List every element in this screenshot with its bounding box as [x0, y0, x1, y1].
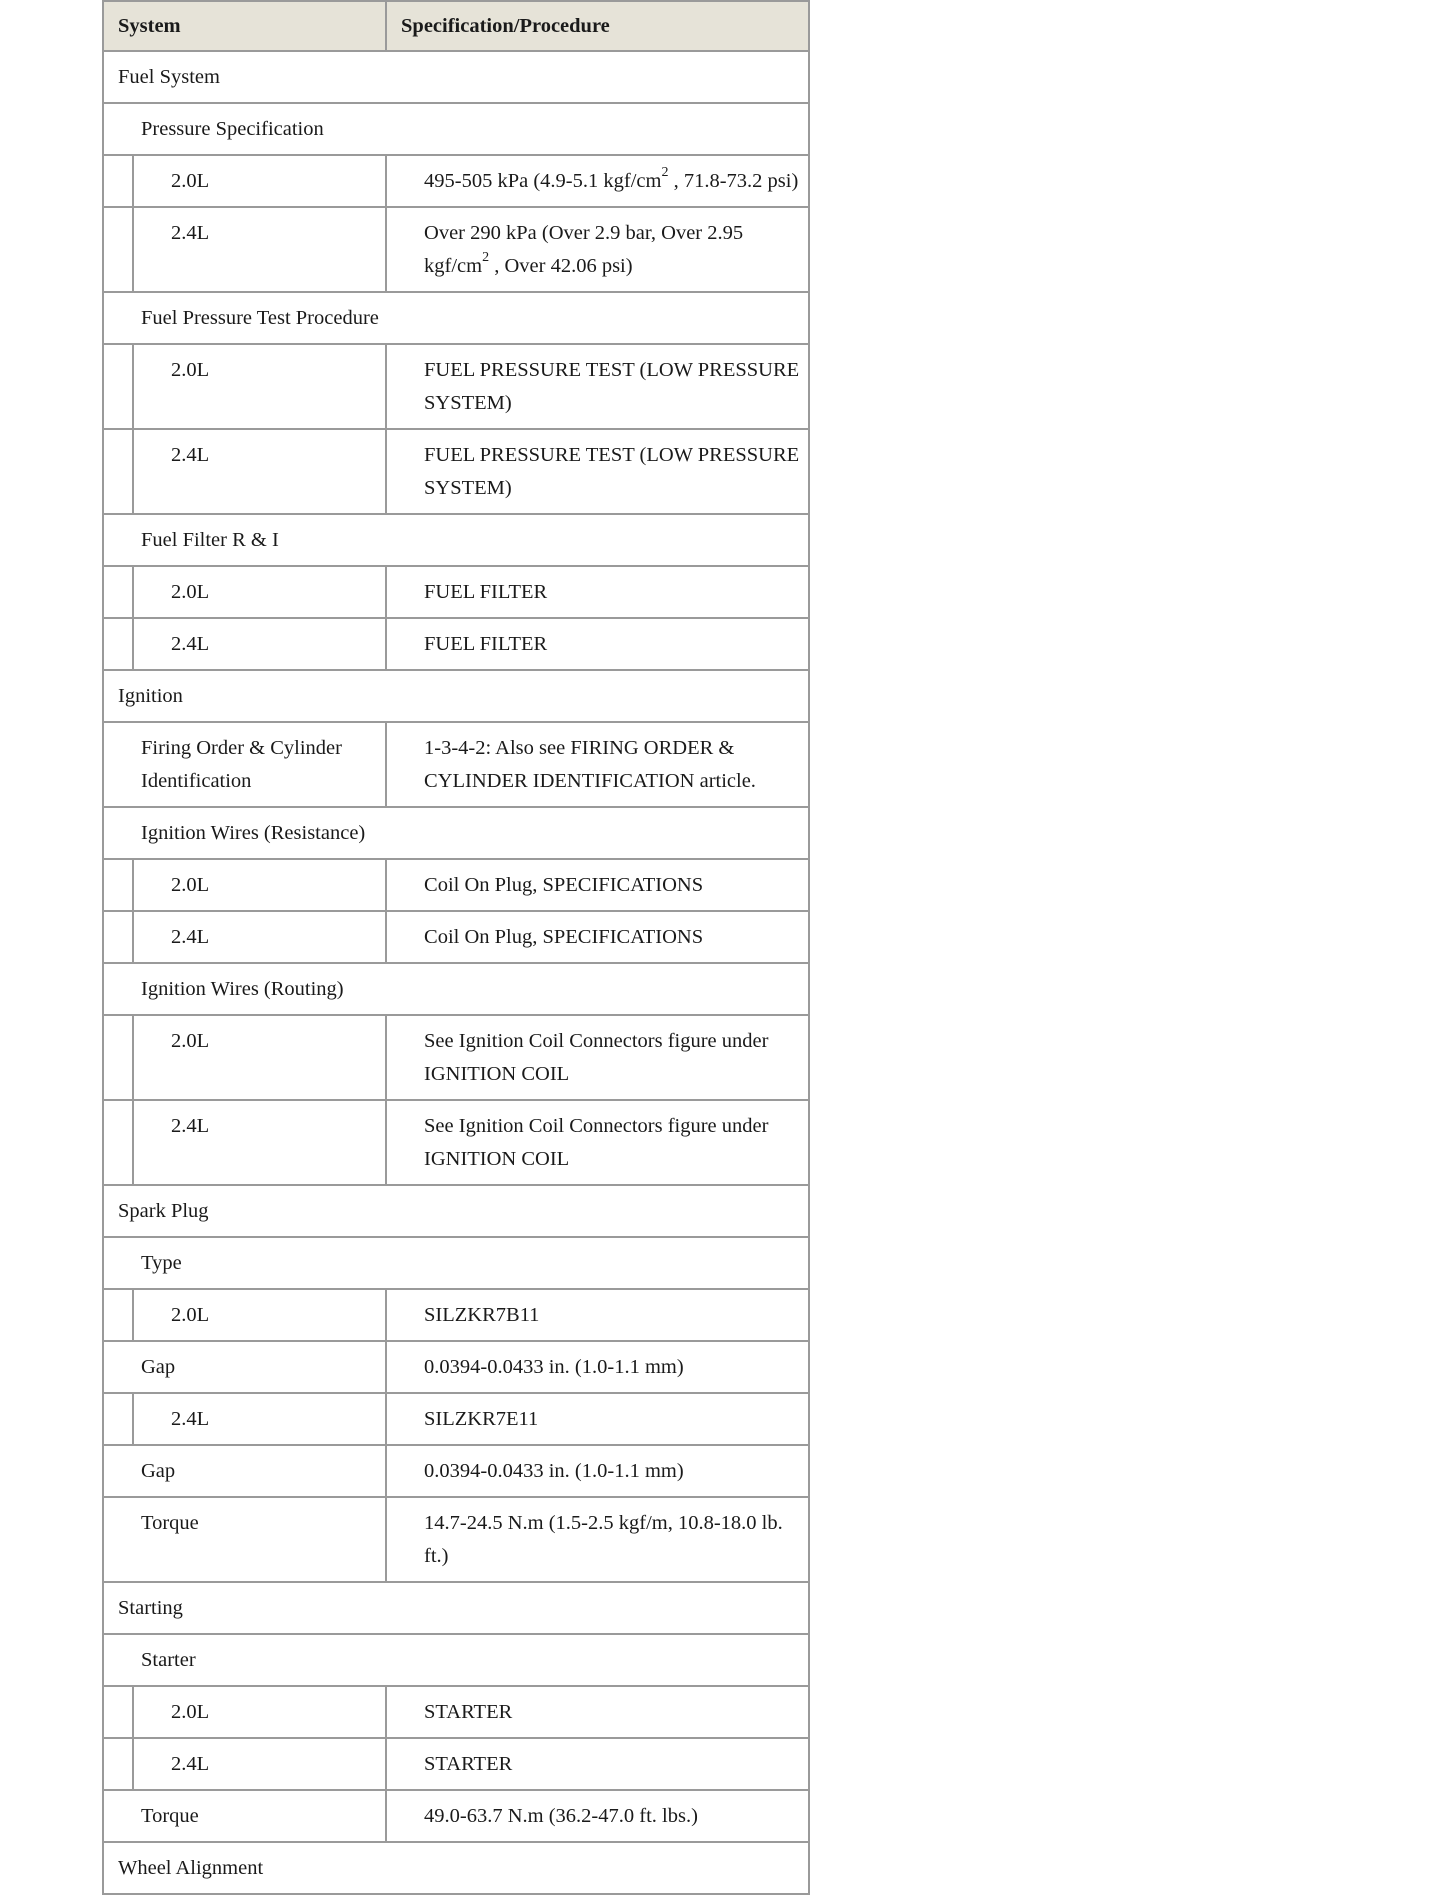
spec-cell: FUEL FILTER	[386, 618, 809, 670]
system-cell: Starting	[103, 1582, 809, 1634]
table-row	[103, 1790, 809, 1842]
table-row	[103, 155, 809, 207]
table-body	[103, 51, 809, 1894]
system-cell: 2.4L	[133, 1738, 386, 1790]
table-row	[103, 344, 809, 429]
spec-cell: 0.0394-0.0433 in. (1.0-1.1 mm)	[386, 1445, 809, 1497]
spec-cell: STARTER	[386, 1686, 809, 1738]
table-row	[103, 963, 809, 1015]
system-cell: Fuel System	[103, 51, 809, 103]
table-row	[103, 911, 809, 963]
system-cell: Wheel Alignment	[103, 1842, 809, 1894]
spec-cell: 1-3-4-2: Also see FIRING ORDER & CYLINDER IDENTIFICATION article.	[386, 722, 809, 807]
table-row	[103, 207, 809, 292]
system-cell: Fuel Filter R & I	[103, 514, 809, 566]
indent-cell	[103, 1289, 133, 1341]
system-cell: Spark Plug	[103, 1185, 809, 1237]
indent-cell	[103, 155, 133, 207]
system-cell: Gap	[103, 1341, 386, 1393]
indent-cell	[103, 344, 133, 429]
spec-text: , 71.8-73.2 psi)	[668, 170, 799, 192]
header-row	[103, 1, 809, 51]
table-row	[103, 722, 809, 807]
table-row	[103, 618, 809, 670]
spec-cell	[386, 155, 809, 207]
indent-cell	[103, 859, 133, 911]
system-cell: Fuel Pressure Test Procedure	[103, 292, 809, 344]
system-cell: 2.0L	[133, 1289, 386, 1341]
system-cell: Gap	[103, 1445, 386, 1497]
system-column-header: System	[103, 1, 386, 51]
system-cell: 2.4L	[133, 429, 386, 514]
superscript-exponent: 2	[661, 165, 669, 181]
system-cell: 2.0L	[133, 344, 386, 429]
table-row	[103, 103, 809, 155]
superscript-exponent: 2	[482, 250, 490, 266]
table-row	[103, 429, 809, 514]
spec-text: 495-505 kPa (4.9-5.1 kgf/cm	[424, 170, 662, 192]
table-row	[103, 51, 809, 103]
system-cell: Type	[103, 1237, 809, 1289]
table-row	[103, 807, 809, 859]
table-row	[103, 859, 809, 911]
system-cell: Ignition	[103, 670, 809, 722]
table-row	[103, 1289, 809, 1341]
table-row	[103, 1582, 809, 1634]
system-cell: Starter	[103, 1634, 809, 1686]
spec-cell: See Ignition Coil Connectors figure under IGNITION COIL	[386, 1015, 809, 1100]
table-row	[103, 1393, 809, 1445]
table-row	[103, 1100, 809, 1185]
spec-column-header: Specification/Procedure	[386, 1, 809, 51]
spec-cell: SILZKR7E11	[386, 1393, 809, 1445]
spec-cell: Coil On Plug, SPECIFICATIONS	[386, 859, 809, 911]
table-header	[103, 1, 809, 51]
system-cell: 2.0L	[133, 859, 386, 911]
system-cell: 2.4L	[133, 911, 386, 963]
spec-cell: 0.0394-0.0433 in. (1.0-1.1 mm)	[386, 1341, 809, 1393]
indent-cell	[103, 911, 133, 963]
indent-cell	[103, 1015, 133, 1100]
spec-cell: FUEL PRESSURE TEST (LOW PRESSURE SYSTEM)	[386, 429, 809, 514]
spec-cell: Coil On Plug, SPECIFICATIONS	[386, 911, 809, 963]
system-cell: Ignition Wires (Resistance)	[103, 807, 809, 859]
indent-cell	[103, 429, 133, 514]
spec-table	[102, 0, 810, 1895]
spec-cell	[386, 207, 809, 292]
table-row	[103, 566, 809, 618]
spec-cell: FUEL PRESSURE TEST (LOW PRESSURE SYSTEM)	[386, 344, 809, 429]
system-cell: 2.4L	[133, 618, 386, 670]
indent-cell	[103, 1738, 133, 1790]
table-row	[103, 1497, 809, 1582]
system-cell: 2.0L	[133, 566, 386, 618]
system-cell: Torque	[103, 1790, 386, 1842]
table-row	[103, 1185, 809, 1237]
table-row	[103, 1738, 809, 1790]
table-row	[103, 1634, 809, 1686]
system-cell: 2.0L	[133, 1015, 386, 1100]
table-row	[103, 292, 809, 344]
indent-cell	[103, 1686, 133, 1738]
spec-text: , Over 42.06 psi)	[489, 255, 633, 277]
table-row	[103, 1341, 809, 1393]
spec-cell: SILZKR7B11	[386, 1289, 809, 1341]
spec-text: Over 290 kPa (Over 2.9 bar, Over 2.95 kgf/cm	[424, 222, 744, 277]
spec-cell: 14.7-24.5 N.m (1.5-2.5 kgf/m, 10.8-18.0 lb. ft.)	[386, 1497, 809, 1582]
indent-cell	[103, 207, 133, 292]
system-cell: Firing Order & Cylinder Identification	[103, 722, 386, 807]
system-cell: Torque	[103, 1497, 386, 1582]
system-cell: 2.0L	[133, 155, 386, 207]
indent-cell	[103, 618, 133, 670]
table-row	[103, 1445, 809, 1497]
system-cell: 2.4L	[133, 1393, 386, 1445]
indent-cell	[103, 566, 133, 618]
indent-cell	[103, 1100, 133, 1185]
system-cell: 2.0L	[133, 1686, 386, 1738]
table-row	[103, 1686, 809, 1738]
system-cell: Ignition Wires (Routing)	[103, 963, 809, 1015]
system-cell: 2.4L	[133, 1100, 386, 1185]
table-row	[103, 1842, 809, 1894]
spec-cell: STARTER	[386, 1738, 809, 1790]
system-cell: Pressure Specification	[103, 103, 809, 155]
spec-cell: See Ignition Coil Connectors figure under IGNITION COIL	[386, 1100, 809, 1185]
system-cell: 2.4L	[133, 207, 386, 292]
indent-cell	[103, 1393, 133, 1445]
table-row	[103, 1237, 809, 1289]
spec-cell: FUEL FILTER	[386, 566, 809, 618]
spec-cell: 49.0-63.7 N.m (36.2-47.0 ft. lbs.)	[386, 1790, 809, 1842]
table-row	[103, 514, 809, 566]
table-row	[103, 1015, 809, 1100]
table-row	[103, 670, 809, 722]
